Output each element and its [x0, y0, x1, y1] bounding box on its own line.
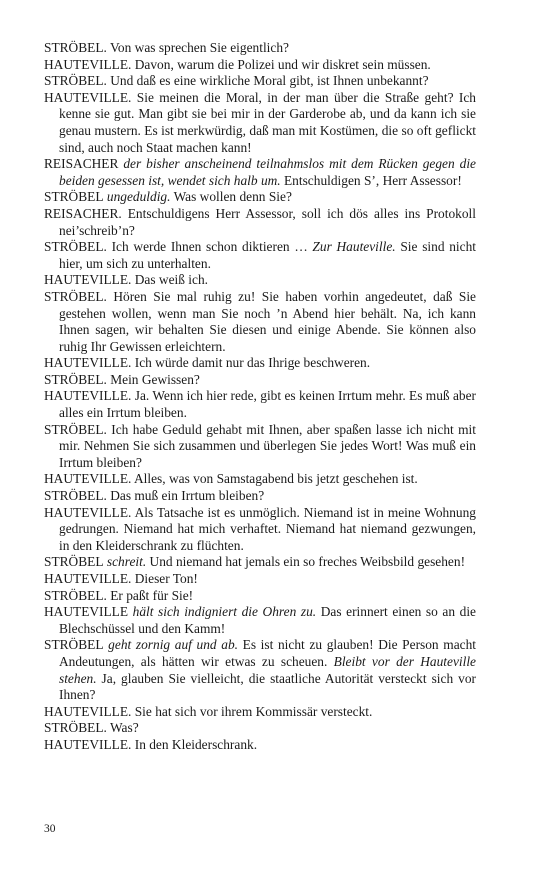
- speaker-name: HAUTEVILLE: [44, 604, 129, 620]
- speaker-name: STRÖBEL.: [44, 40, 107, 55]
- page-number: 30: [44, 823, 56, 835]
- dialogue-line: [44, 189, 476, 206]
- dialogue-line: [44, 272, 476, 289]
- dialogue-line: [44, 355, 476, 372]
- dialogue-text: Von was sprechen Sie eigentlich?: [106, 40, 289, 55]
- dialogue-line: [44, 488, 476, 505]
- dialogue-line: [44, 571, 476, 588]
- speaker-name: REISACHER.: [44, 205, 122, 221]
- dialogue-line: [44, 505, 476, 555]
- dialogue-text: Entschuldigens Herr Assessor, soll ich dös alles ins Protokoll nei’schreib’n?: [59, 205, 476, 238]
- speaker-name: REISACHER: [44, 156, 119, 172]
- play-text: [44, 40, 476, 754]
- dialogue-line: [44, 156, 476, 189]
- speaker-name: STRÖBEL: [44, 189, 104, 205]
- dialogue-line: [44, 471, 476, 488]
- speaker-name: HAUTEVILLE.: [44, 703, 132, 719]
- dialogue-line: [44, 637, 476, 703]
- speaker-name: STRÖBEL.: [44, 587, 107, 603]
- dialogue-text: Was wollen denn Sie?: [170, 189, 292, 205]
- dialogue-line: [44, 588, 476, 605]
- speaker-name: STRÖBEL.: [44, 371, 107, 387]
- dialogue-text: Er paßt für Sie!: [106, 587, 194, 603]
- dialogue-line: [44, 90, 476, 156]
- dialogue-text: Ich werde Ihnen schon diktieren …: [106, 239, 308, 255]
- dialogue-text: Dieser Ton!: [131, 571, 198, 586]
- dialogue-text: Sie hat sich vor ihrem Kommissär versteckt.: [131, 703, 373, 719]
- dialogue-text: Alles, was von Samstagabend bis jetzt geschehen ist.: [131, 471, 418, 487]
- dialogue-line: [44, 57, 476, 74]
- dialogue-text: Sie meinen die Moral, in der man über die Straße geht? Ich kenne sie gut. Man gibt sie bei mir in der Garderobe ab, und da kann ich sie genau mustern. Es ist merkwürdig, daß man mit Kostümen, die so oft geflickt sind, auch noch Staat machen kann!: [59, 89, 476, 155]
- speaker-name: HAUTEVILLE.: [44, 736, 132, 752]
- dialogue-text: Als Tatsache ist es unmöglich. Niemand ist in meine Wohnung gedrungen. Niemand hat mich verhaftet. Niemand hat niemand gezwungen, in den Kleiderschrank zu flüchten.: [59, 504, 476, 553]
- dialogue-line: [44, 40, 476, 57]
- dialogue-text: Und niemand hat jemals ein so freches Weibsbild gesehen!: [146, 554, 466, 570]
- dialogue-text: Ja, glauben Sie vielleicht, die staatliche Autorität versteckt sich vor Ihnen?: [59, 670, 476, 703]
- stage-direction: der bisher anscheinend teilnahmslos mit dem Rücken gegen die beiden gesessen ist, wendet sich halb um.: [59, 156, 476, 188]
- dialogue-text: In den Kleiderschrank.: [131, 736, 258, 752]
- speaker-name: HAUTEVILLE.: [44, 272, 132, 288]
- speaker-name: STRÖBEL: [44, 637, 104, 653]
- dialogue-line: [44, 720, 476, 737]
- dialogue-text: Ja. Wenn ich hier rede, gibt es keinen Irrtum mehr. Es muß aber alles ein Irrtum bleiben.: [59, 388, 476, 421]
- dialogue-line: [44, 737, 476, 754]
- dialogue-text: Entschuldigen S’, Herr Assessor!: [280, 172, 462, 188]
- dialogue-line: [44, 206, 476, 239]
- dialogue-text: Das muß ein Irrtum bleiben?: [106, 488, 265, 504]
- dialogue-line: [44, 73, 476, 90]
- speaker-name: HAUTEVILLE.: [44, 388, 132, 404]
- speaker-name: HAUTEVILLE.: [44, 471, 132, 487]
- speaker-name: STRÖBEL.: [44, 421, 107, 437]
- speaker-name: STRÖBEL.: [44, 288, 107, 304]
- speaker-name: HAUTEVILLE.: [44, 355, 132, 371]
- stage-direction: hält sich indigniert die Ohren zu.: [128, 604, 317, 620]
- dialogue-text: Mein Gewissen?: [106, 371, 200, 387]
- speaker-name: HAUTEVILLE.: [44, 56, 132, 72]
- speaker-name: HAUTEVILLE.: [44, 89, 132, 105]
- stage-direction: Zur Hauteville.: [307, 239, 396, 255]
- speaker-name: HAUTEVILLE.: [44, 571, 132, 586]
- dialogue-text: Und daß es eine wirkliche Moral gibt, ist Ihnen unbekannt?: [106, 73, 429, 89]
- dialogue-text: Das erinnert einen so an die Blechschüssel und den Kamm!: [59, 604, 477, 636]
- dialogue-line: [44, 554, 476, 571]
- speaker-name: STRÖBEL.: [44, 488, 107, 504]
- dialogue-line: [44, 704, 476, 721]
- speaker-name: STRÖBEL.: [44, 239, 107, 255]
- speaker-name: STRÖBEL.: [44, 720, 107, 736]
- dialogue-line: [44, 388, 476, 421]
- dialogue-text: Was?: [106, 720, 139, 736]
- dialogue-text: Sie sind nicht hier, um sich zu unterhalten.: [59, 239, 477, 271]
- dialogue-text: Davon, warum die Polizei und wir diskret sein müssen.: [131, 56, 431, 72]
- dialogue-line: [44, 604, 476, 637]
- dialogue-line: [44, 289, 476, 355]
- dialogue-line: [44, 239, 476, 272]
- speaker-name: STRÖBEL: [44, 554, 104, 570]
- speaker-name: HAUTEVILLE.: [44, 504, 132, 520]
- dialogue-text: Das weiß ich.: [131, 272, 208, 288]
- dialogue-text: Hören Sie mal ruhig zu! Sie haben vorhin angedeutet, daß Sie gestehen wollen, wenn man Sie noch ’n Abend hier behält. Na, ich kann Ihnen sagen, wir behalten Sie diesen und einige Abende. Sie können also ruhig Ihr Gewissen erleichtern.: [59, 288, 476, 354]
- dialogue-line: [44, 422, 476, 472]
- stage-direction: ungeduldig.: [103, 189, 171, 205]
- dialogue-text: Ich habe Geduld gehabt mit Ihnen, aber spaßen lasse ich nicht mit mir. Nehmen Sie sich zusammen und überlegen Sie jedes Wort! Was muß ein Irrtum bleiben?: [59, 421, 476, 470]
- stage-direction: Bleibt vor der Hauteville stehen.: [59, 653, 476, 686]
- stage-direction: schreit.: [103, 554, 147, 570]
- speaker-name: STRÖBEL.: [44, 73, 107, 89]
- dialogue-line: [44, 372, 476, 389]
- stage-direction: geht zornig auf und ab.: [103, 637, 238, 653]
- dialogue-text: Ich würde damit nur das Ihrige beschweren.: [131, 355, 371, 371]
- dialogue-text: Es ist nicht zu glauben! Die Person macht Andeutungen, als hätten wir etwas zu scheuen.: [59, 637, 476, 669]
